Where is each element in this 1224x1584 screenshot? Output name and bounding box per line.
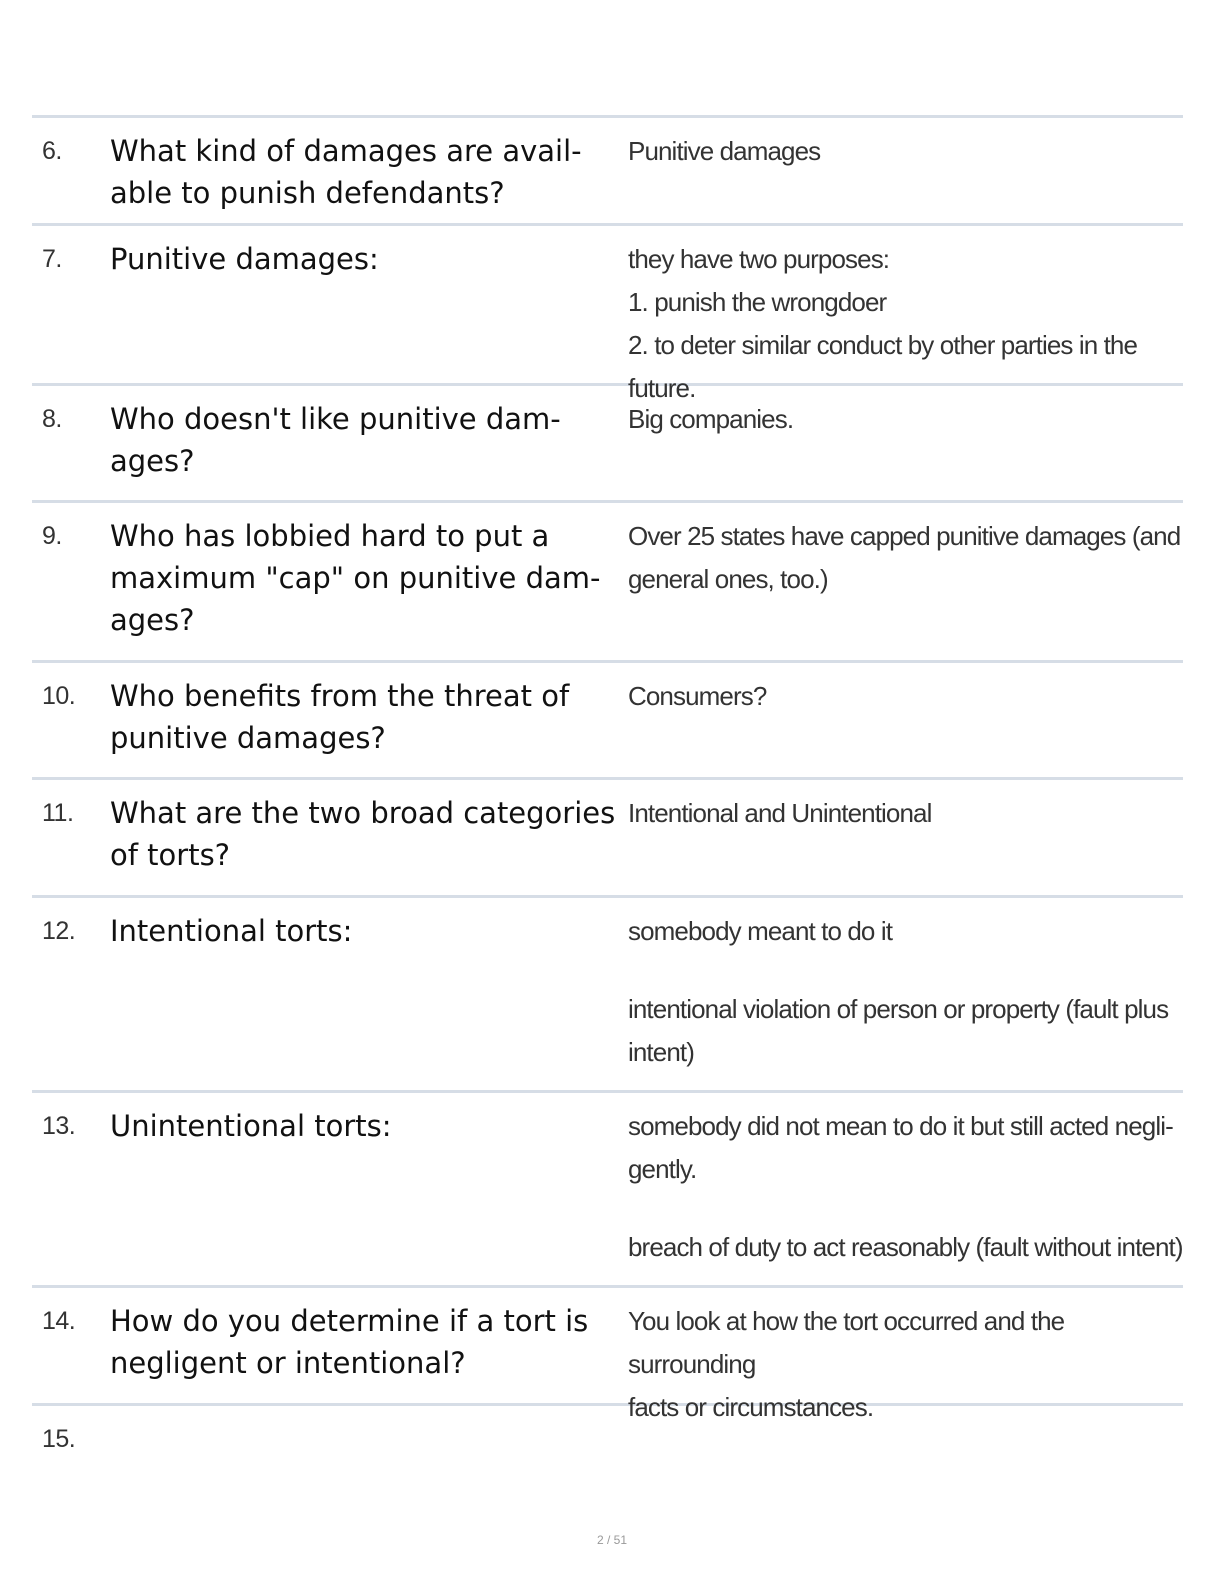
term-line: Who doesn't like punitive dam- — [110, 402, 561, 436]
card-number: 13. — [42, 1112, 76, 1140]
card-term — [110, 118, 628, 223]
definition-line: 1. punish the wrongdoer — [628, 287, 887, 317]
flashcard-row — [32, 383, 1183, 500]
term-line: able to punish defendants? — [110, 176, 505, 210]
page-indicator: 2 / 51 — [596, 1533, 628, 1547]
card-number: 10. — [42, 682, 76, 710]
term-line: ages? — [110, 603, 195, 637]
term-line: What kind of damages are avail- — [110, 134, 582, 168]
definition-paragraph — [628, 988, 1183, 1074]
definition-paragraph — [628, 238, 1183, 410]
card-definition — [628, 1406, 1183, 1473]
term-line: punitive damages? — [110, 721, 386, 755]
card-term — [110, 503, 628, 660]
definition-line: somebody meant to do it — [628, 916, 893, 946]
card-term — [110, 1406, 628, 1473]
card-number: 6. — [42, 137, 62, 165]
card-definition — [628, 386, 1183, 500]
definition-paragraph — [628, 1105, 1183, 1191]
definition-paragraph — [628, 1226, 1183, 1269]
card-definition — [628, 780, 1183, 895]
definition-paragraph — [628, 515, 1183, 601]
flashcard-row — [32, 895, 1183, 1090]
flashcard-row — [32, 660, 1183, 777]
card-number: 15. — [42, 1425, 76, 1453]
card-definition — [628, 663, 1183, 777]
term-line: Who has lobbied hard to put a — [110, 519, 550, 553]
term-line: of torts? — [110, 838, 231, 872]
flashcard-row — [32, 500, 1183, 660]
flashcard-row — [32, 115, 1183, 223]
card-definition — [628, 1093, 1183, 1285]
definition-line: Punitive damages — [628, 136, 821, 166]
flashcard-row — [32, 777, 1183, 895]
definition-line: 2. to deter similar conduct by other parties in the future. — [628, 330, 1138, 403]
term-line: How do you determine if a tort is — [110, 1304, 589, 1338]
definition-line: Consumers? — [628, 681, 767, 711]
card-term — [110, 898, 628, 1090]
flashcard-row — [32, 223, 1183, 403]
flashcard-row — [32, 1403, 1183, 1473]
definition-line: intentional violation of person or property (fault plus — [628, 994, 1169, 1024]
definition-paragraph — [628, 675, 1183, 718]
card-number: 8. — [42, 405, 62, 433]
definition-line: breach of duty to act reasonably (fault without intent) — [628, 1232, 1183, 1262]
definition-paragraph — [628, 398, 1183, 441]
card-number: 9. — [42, 522, 62, 550]
card-definition — [628, 898, 1183, 1090]
card-term — [110, 780, 628, 895]
term-line: maximum "cap" on punitive dam- — [110, 561, 601, 595]
card-number: 14. — [42, 1307, 76, 1335]
definition-line: somebody did not mean to do it but still acted negli- — [628, 1111, 1173, 1141]
card-term — [110, 1288, 628, 1403]
definition-paragraph — [628, 910, 1183, 953]
term-line: negligent or intentional? — [110, 1346, 466, 1380]
term-line: Unintentional torts: — [110, 1109, 392, 1143]
card-number: 7. — [42, 245, 62, 273]
card-term — [110, 226, 628, 383]
card-number: 11. — [42, 799, 74, 827]
definition-paragraph — [628, 130, 1183, 173]
term-line: Who benefits from the threat of — [110, 679, 570, 713]
flashcard-list — [32, 115, 1183, 1473]
definition-line: Big companies. — [628, 404, 794, 434]
definition-line: Over 25 states have capped punitive damages (and — [628, 521, 1181, 551]
term-line: Intentional torts: — [110, 914, 353, 948]
definition-line: Intentional and Unintentional — [628, 798, 932, 828]
card-definition — [628, 503, 1183, 660]
definition-line: they have two purposes: — [628, 244, 890, 274]
term-line: What are the two broad categories — [110, 796, 616, 830]
card-term — [110, 663, 628, 777]
definition-line: intent) — [628, 1037, 694, 1067]
card-definition — [628, 118, 1183, 223]
card-definition — [628, 226, 1183, 403]
term-line: ages? — [110, 444, 195, 478]
definition-line: facts or circumstances. — [628, 1392, 874, 1422]
definition-line: general ones, too.) — [628, 564, 828, 594]
definition-paragraph — [628, 792, 1183, 835]
flashcard-row — [32, 1285, 1183, 1422]
definition-line: You look at how the tort occurred and the surrounding — [628, 1306, 1065, 1379]
flashcard-row — [32, 1090, 1183, 1285]
term-line: Punitive damages: — [110, 242, 379, 276]
definition-line: gently. — [628, 1154, 697, 1184]
card-term — [110, 386, 628, 500]
card-term — [110, 1093, 628, 1285]
card-number: 12. — [42, 917, 76, 945]
card-definition — [628, 1288, 1183, 1422]
